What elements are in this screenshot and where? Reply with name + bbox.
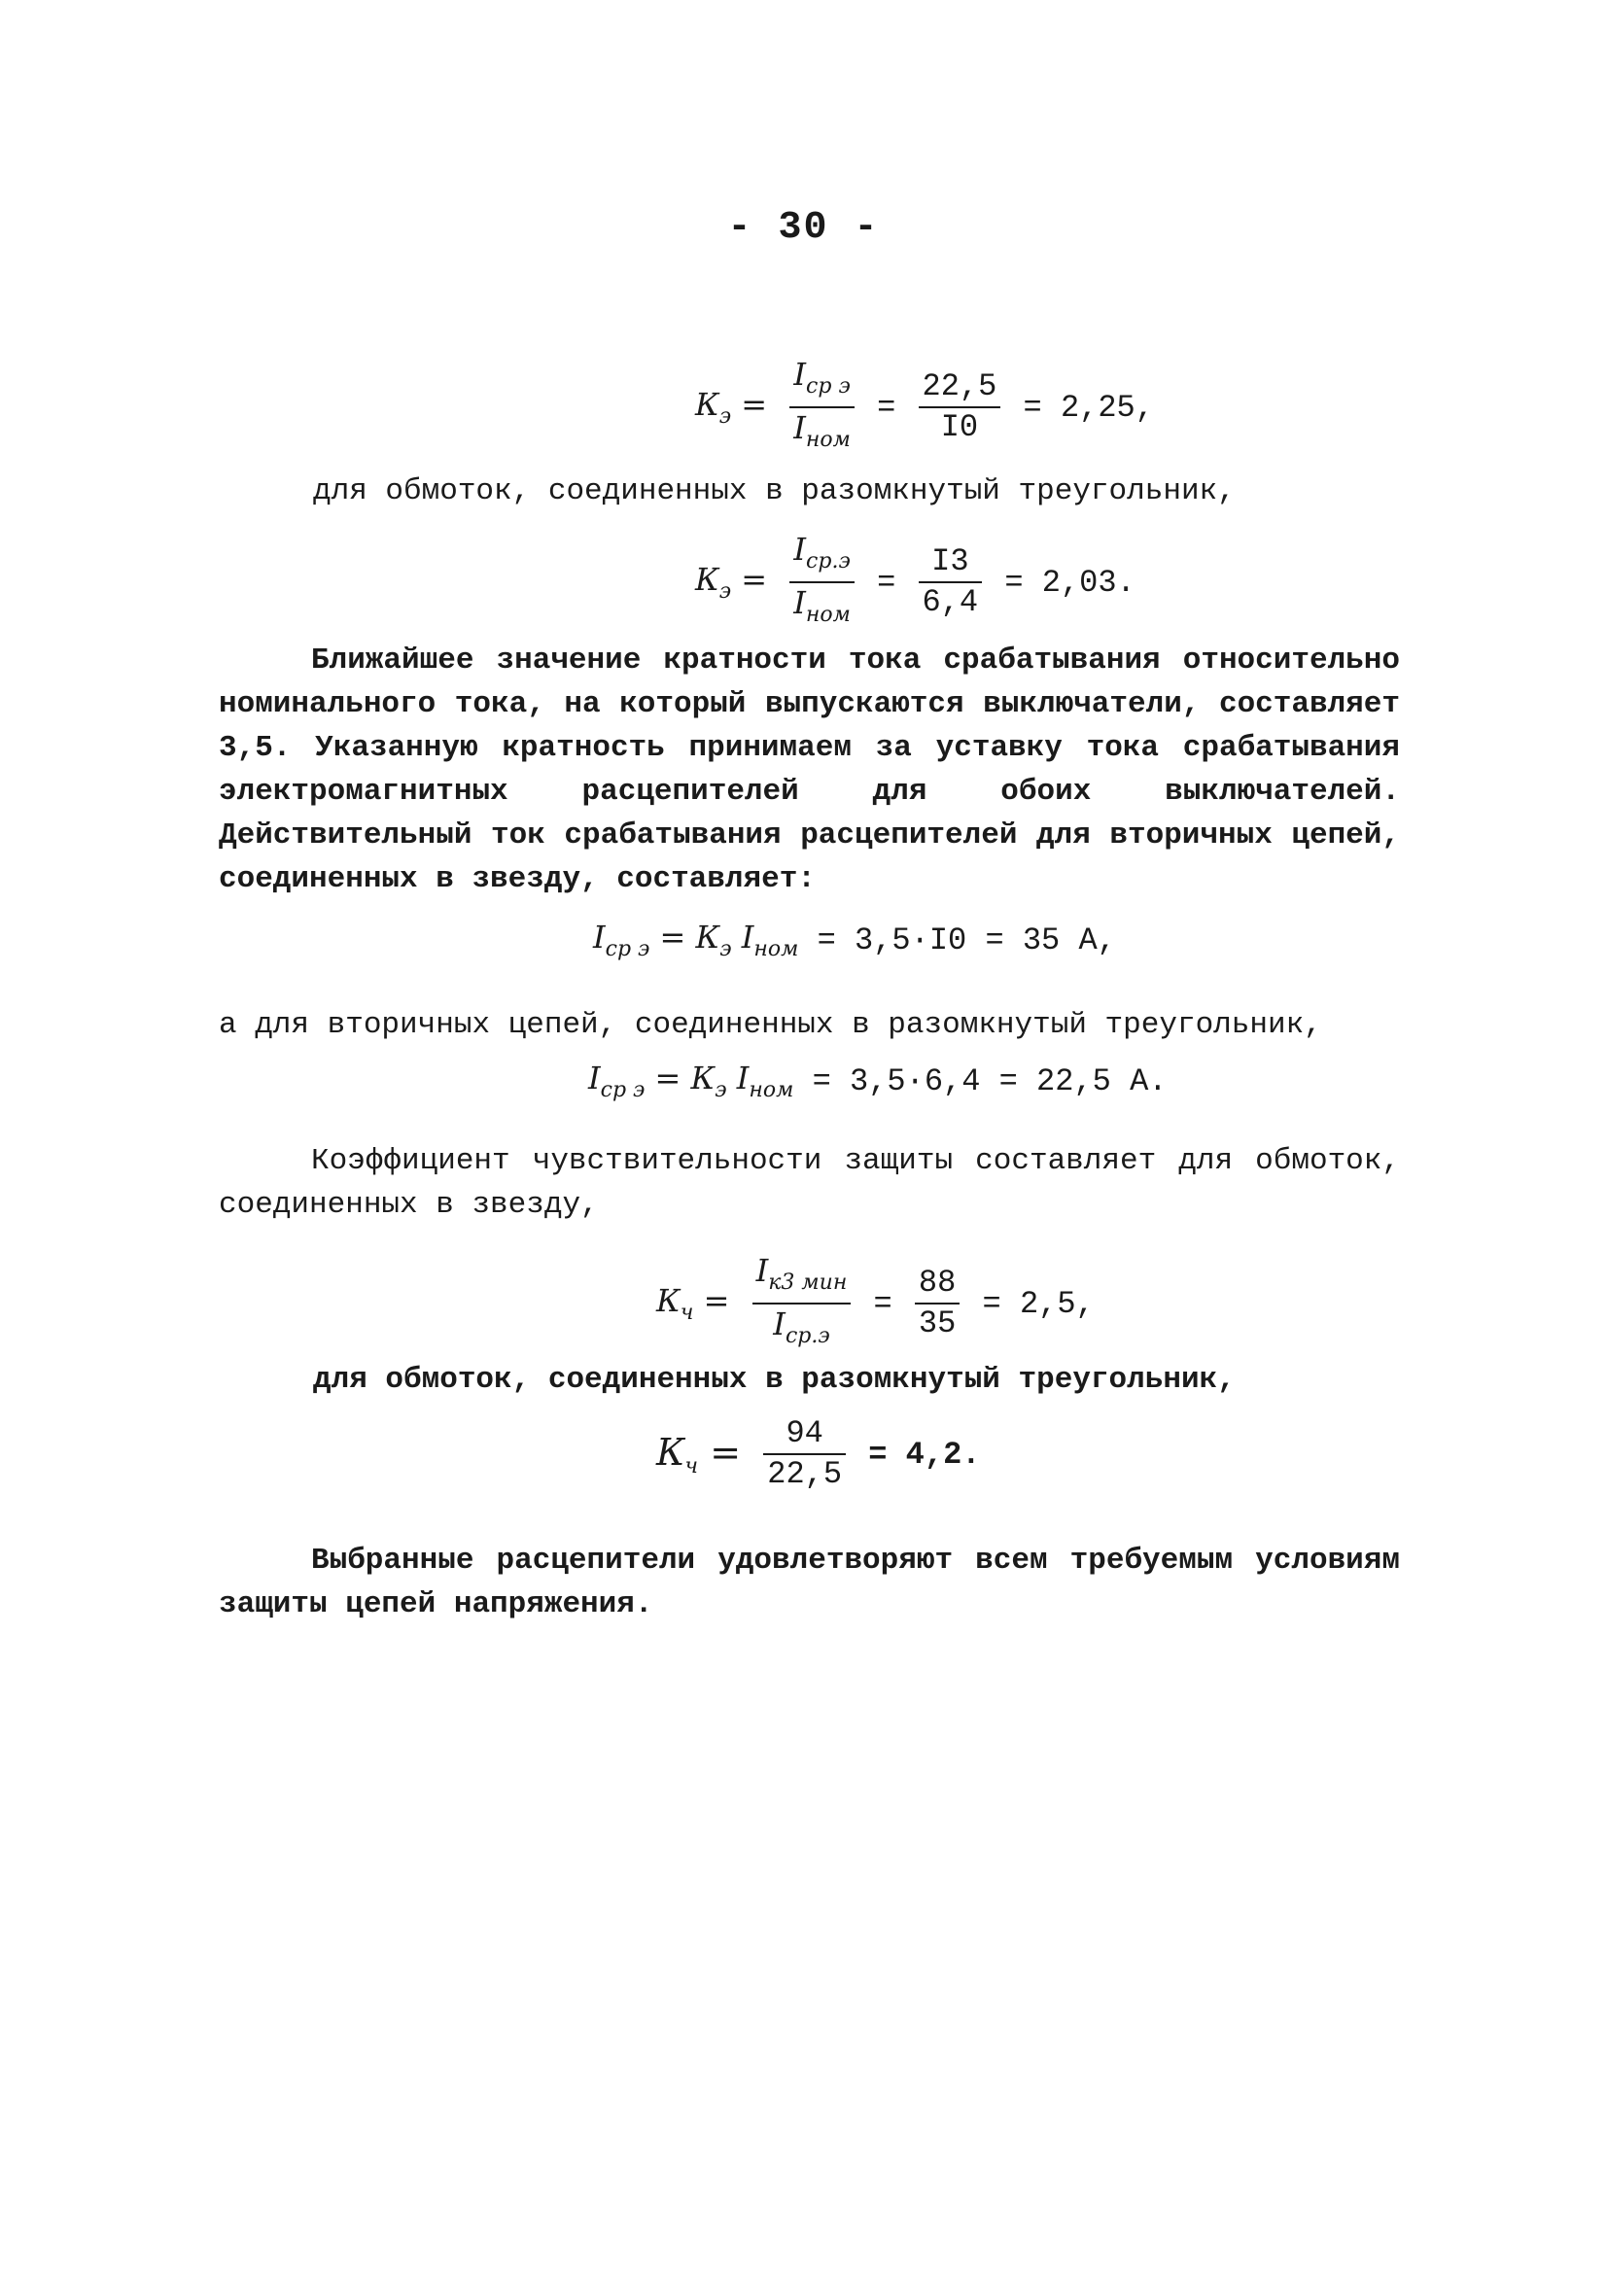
text-line: для обмоток, соединенных в разомкнутый треугольник,	[313, 1363, 1236, 1397]
text-line: а для вторичных цепей, соединенных в разомкнутый треугольник,	[219, 1008, 1322, 1042]
formula-result: = 4,2.	[868, 1436, 981, 1473]
formula-result: = 2,03.	[1004, 564, 1135, 601]
formula-k-star: $К_э$ = $\frac{I_{ср э}}{I_{ном}}$ = $\frac{22,5}{I0}$ = 2,25,	[695, 355, 1154, 442]
formula-numeric-fraction: $\frac{94}{22,5}$	[763, 1414, 846, 1494]
formula-symbolic-fraction: $\frac{I_{ср.э}}{I_{ном}}$	[789, 530, 855, 635]
formula-symbolic-fraction: $\frac{I_{к3 мин}}{I_{ср.э}}$	[752, 1251, 852, 1356]
formula-numeric-fraction: $\frac{I3}{6,4}$	[919, 542, 983, 622]
formula-numeric-fraction: $\frac{22,5}{I0}$	[919, 367, 1001, 447]
formula-kch-delta: $К_ч$ = $\frac{94}{22,5}$ = 4,2.	[656, 1415, 981, 1492]
paragraph-setting: Ближайшее значение кратности тока срабатывания относительно номинального тока, на который выпускаются выключатели, составляет 3,5. Указанную кратность принимаем за уставку тока срабатывания электромагнитных расцепителей для обоих выключателей. Действительный ток срабатывания расцепителей для вторичных цепей, соединенных в звезду, составляет:	[219, 644, 1400, 896]
formula-result: = 2,5,	[982, 1285, 1095, 1322]
page-number: - 30 -	[727, 206, 880, 250]
formula-expression: = 3,5·I0 = 35 А,	[817, 922, 1116, 958]
paragraph-sensitivity: Коэффициент чувствительности защиты составляет для обмоток, соединенных в звезду,	[219, 1144, 1400, 1222]
formula-i-delta: $I_{ср э} = К_э$ $I_{ном} = 3,5\cdot 6,4 = 22,5$ А.	[588, 1060, 1168, 1102]
text-line: для обмоток, соединенных в разомкнутый треугольник,	[313, 474, 1236, 508]
paragraph-conclusion: Выбранные расцепители удовлетворяют всем требуемым условиям защиты цепей напряжения.	[219, 1544, 1400, 1621]
formula-kch-star: $К_ч$ = $\frac{I_{к3 мин}}{I_{ср.э}}$ = $\frac{88}{35}$ = 2,5,	[656, 1251, 1095, 1339]
formula-symbolic-fraction: $\frac{I_{ср э}}{I_{ном}}$	[789, 355, 855, 460]
formula-k-delta: $К_э$ = $\frac{I_{ср.э}}{I_{ном}}$ = $\frac{I3}{6,4}$ = 2,03.	[695, 530, 1135, 617]
formula-expression: = 3,5·6,4 = 22,5 А.	[812, 1062, 1168, 1099]
formula-lhs: $К_э$ =	[695, 386, 768, 429]
formula-i-star: $I_{ср э} = К_э$ $I_{ном} = 3,5\cdot I0 = 35$ А,	[593, 919, 1116, 961]
formula-result: = 2,25,	[1023, 389, 1154, 426]
formula-numeric-fraction: $\frac{88}{35}$	[915, 1264, 960, 1343]
